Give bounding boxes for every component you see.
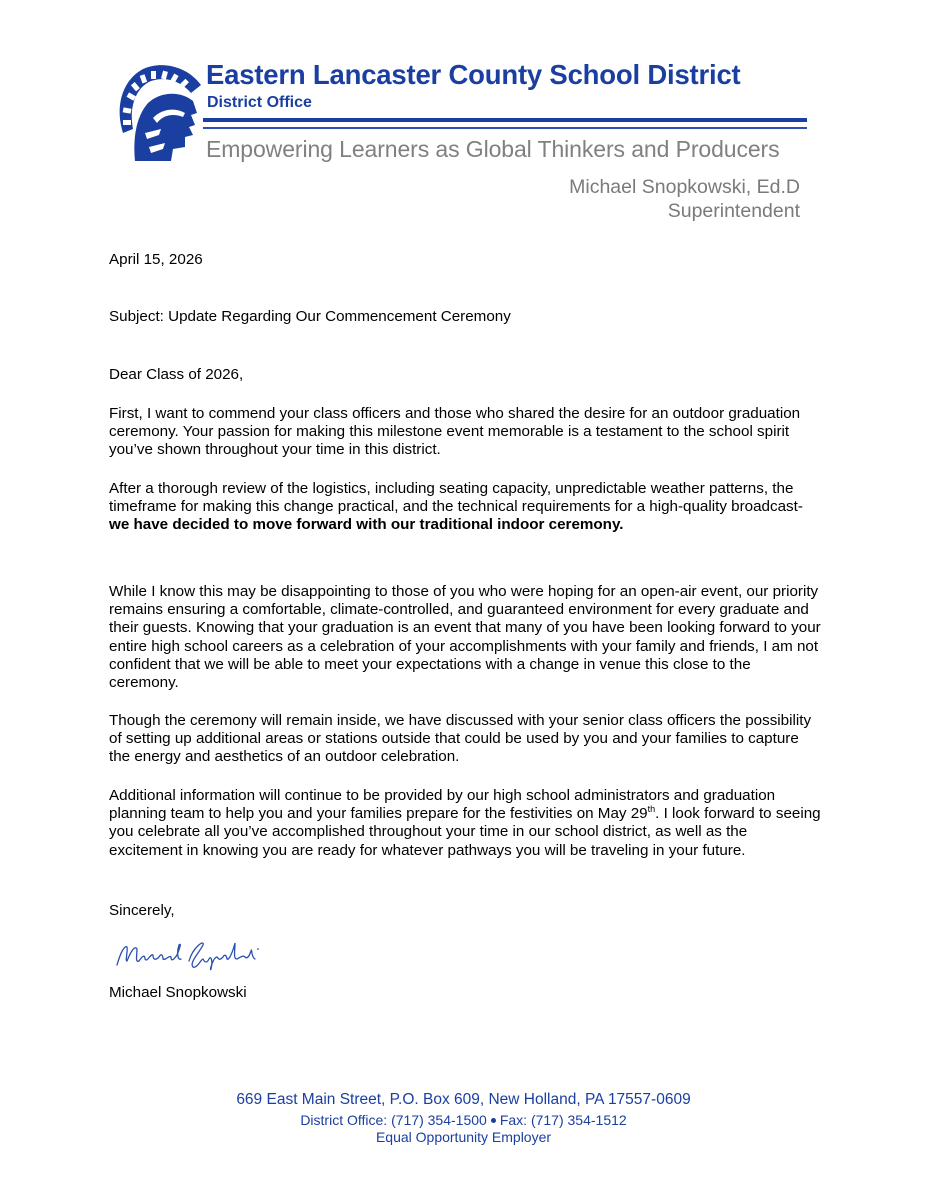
ordinal-suffix: th bbox=[647, 804, 656, 815]
superintendent-name: Michael Snopkowski, Ed.D bbox=[569, 176, 800, 198]
tagline: Empowering Learners as Global Thinkers and Producers bbox=[206, 136, 780, 162]
paragraph-2-text: After a thorough review of the logistics, including seating capacity, unpredictable weather patterns, the timeframe for making this change practical, and the technical requirements for a high-quality broadcast- bbox=[109, 480, 803, 516]
spartan-helmet-logo-icon bbox=[113, 63, 205, 163]
header-divider-thick bbox=[203, 118, 807, 122]
office-name: District Office bbox=[207, 94, 312, 111]
district-office-phone: : (717) 354-1500 bbox=[383, 1112, 487, 1128]
footer-contact bbox=[0, 1112, 927, 1128]
paragraph-1: First, I want to commend your class officers and those who shared the desire for an outdoor graduation ceremony. Your passion for making this milestone event memorable is a testament to the school spirit you’ve shown throughout your time in this district. bbox=[109, 405, 801, 459]
org-name: Eastern Lancaster County School District bbox=[206, 59, 741, 90]
paragraph-2-decision: we have decided to move forward with our traditional indoor ceremony. bbox=[109, 516, 624, 534]
letter-subject: Subject: Update Regarding Our Commencement Ceremony bbox=[109, 308, 511, 325]
paragraph-5 bbox=[109, 787, 824, 860]
district-office-label: District Office bbox=[300, 1112, 384, 1128]
bullet-separator-icon bbox=[491, 1118, 496, 1123]
handwritten-signature-icon bbox=[115, 937, 265, 973]
superintendent-block bbox=[569, 175, 800, 223]
paragraph-5-text-b: . I look forward to seeing you celebrate all you’ve accomplished throughout your time in our school district, as well as the excitement in knowing you are ready for whatever pathways you will be traveling in your future. bbox=[109, 805, 821, 859]
letter-date: April 15, 2026 bbox=[109, 251, 203, 268]
header-divider-thin bbox=[203, 127, 807, 129]
paragraph-4: Though the ceremony will remain inside, we have discussed with your senior class officers the possibility of setting up additional areas or stations outside that could be used by you and your families to capture the energy and aesthetics of an outdoor celebration. bbox=[109, 712, 812, 766]
paragraph-3: While I know this may be disappointing to those of you who were hoping for an open-air event, our priority remains ensuring a comfortable, climate-controlled, and guaranteed environment for every graduate and their guests. Knowing that your graduation is an event that many of you have been looking forward to your entire high school careers as a celebration of your accomplishments with your family and friends, I am not confident that we will be able to meet your expectations with a change in venue this close to the ceremony. bbox=[109, 583, 821, 692]
superintendent-title: Superintendent bbox=[667, 200, 800, 222]
fax-number: Fax: (717) 354-1512 bbox=[499, 1112, 627, 1128]
paragraph-5-text-a: Additional information will continue to be provided by our high school administrators and graduation planning team to help you and your families prepare for the festivities on May 29 bbox=[109, 787, 776, 823]
signer-name: Michael Snopkowski bbox=[109, 984, 247, 1001]
paragraph-2 bbox=[109, 480, 824, 535]
closing: Sincerely, bbox=[109, 902, 175, 919]
footer-address: 669 East Main Street, P.O. Box 609, New Holland, PA 17557-0609 bbox=[236, 1091, 691, 1108]
salutation: Dear Class of 2026, bbox=[109, 366, 244, 383]
footer-eoe: Equal Opportunity Employer bbox=[375, 1129, 552, 1145]
